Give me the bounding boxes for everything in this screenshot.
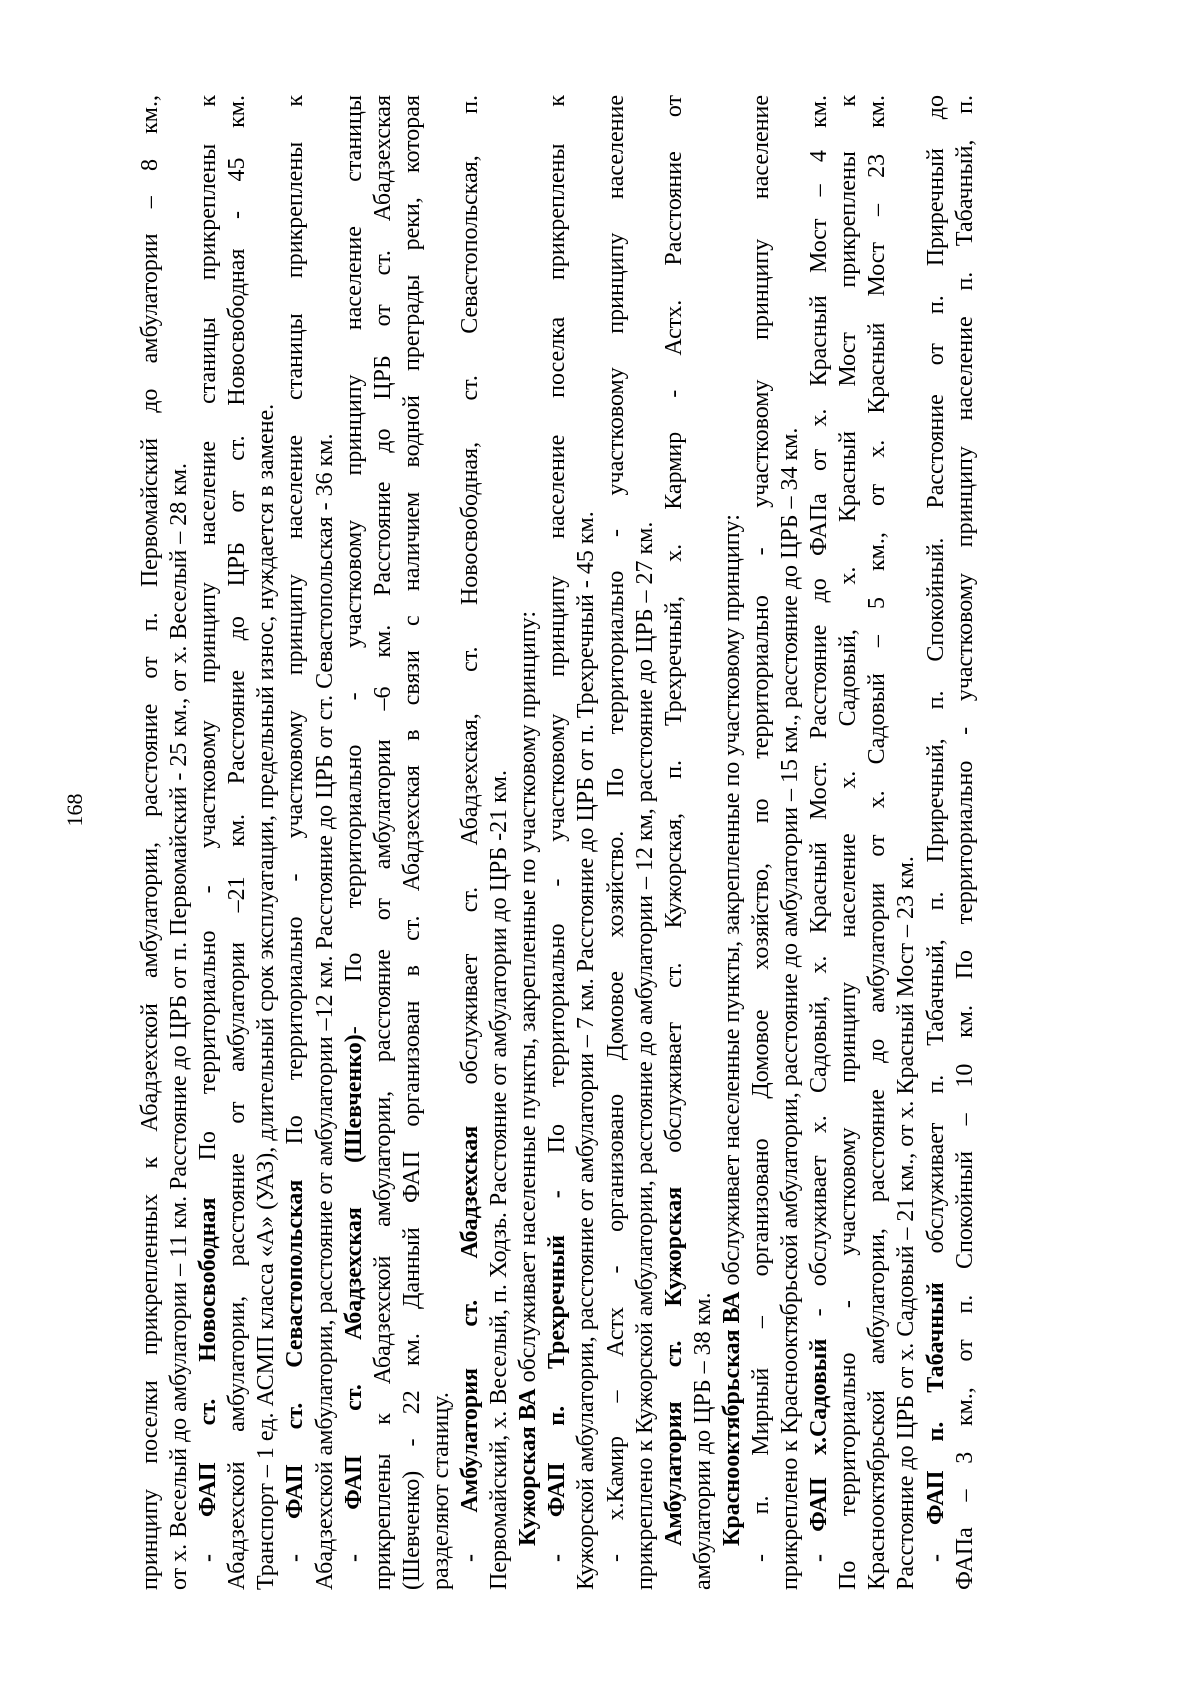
bold-heading-text: - ФАП п. Трехречный - [544,1190,571,1562]
text-line [776,95,805,1590]
text-line [514,95,543,1590]
text-segment: Абадзехской амбулатории, расстояние от амбулатории –12 км. Расстояние до ЦРБ от ст. Севастопольская - 36 км. [311,433,338,1590]
text-line [136,95,165,1590]
text-line [602,95,631,1590]
bold-heading-text: - ФАП ст. Абадзехская (Шевченко) [340,1034,367,1562]
text-segment: обслуживает населенные пункты, закрепленные по участковому принципу: [718,514,745,1292]
text-segment: от х. Веселый до амбулатории – 11 км. Расстояние до ЦРБ от п. Первомайский - 25 км., от х. Веселый – 28 км. [166,462,193,1590]
text-segment: Краснооктябрьской амбулатории, расстояние до амбулатории от х. Садовый – 5 км., от х. Красный Мост – 23 км. [864,95,891,1590]
text-line [427,95,456,1590]
text-line [165,95,194,1590]
text-segment: обслуживает ст. Кужорская, п. Трехречный, х. Кармир - Астх. Расстояние от [660,95,687,1187]
text-line [194,95,223,1590]
text-segment: обслуживает п. Табачный, п. Приречный, п. Спокойный. Расстояние от п. Приречный до [922,95,949,1283]
text-line [340,95,369,1590]
text-line [805,95,834,1590]
text-segment: По территориально - участковому принципу население поселка прикреплены к [544,95,571,1191]
text-segment: амбулатории до ЦРБ – 38 км. [689,1292,716,1590]
text-line [863,95,892,1590]
text-line [631,95,660,1590]
page-number: 168 [62,793,87,827]
text-segment: Кужорской амбулатории, расстояние от амбулатории – 7 км. Расстояние до ЦРБ от п. Трехречный - 45 км. [573,511,600,1590]
text-segment: ФАПа – 3 км., от п. Спокойный – 10 км. По территориально - участковому принципу население п. Табачный, п. [951,95,978,1590]
text-line [369,95,398,1590]
text-segment: По территориально - участковому принципу население станицы прикреплены к [195,95,222,1198]
text-segment: - х.Камир – Астх - организовано Домовое хозяйство. По территориально - участковому принципу население [602,95,629,1562]
text-line [834,95,863,1590]
text-segment: - По территориально - участковому принципу население станицы [340,95,367,1035]
text-line [718,95,747,1590]
text-line [660,95,689,1590]
text-segment: (Шевченко) - 22 км. Данный ФАП организован в ст. Абадзехская в связи с наличием водной преграды реки, которая [398,95,425,1590]
text-line [747,95,776,1590]
text-line [485,95,514,1590]
text-line [311,95,340,1590]
text-segment: Первомайский, х. Веселый, п. Ходзь. Расстояние от амбулатории до ЦРБ -21 км. [486,770,513,1590]
text-line [398,95,427,1590]
bold-heading-text: - ФАП п. Табачный [922,1282,949,1562]
text-segment: Транспорт – 1 ед. АСМП класса «А» (УАЗ), длительный срок эксплуатации, предельный износ, нуждается в замене. [253,403,280,1590]
text-segment: По территориально - участковому принципу население х. Садовый, х. Красный Мост прикреплены к [835,95,862,1590]
text-line [572,95,601,1590]
body-text [136,95,980,1590]
text-segment: - обслуживает х. Садовый, х. Красный Мост. Расстояние до ФАПа от х. Красный Мост – 4 км. [806,95,833,1339]
text-line [456,95,485,1590]
bold-heading-text: Кужорская ВА [515,1388,542,1546]
text-segment: обслуживает ст. Абадзехская, ст. Новосвободная, ст. Севастопольская, п. [457,95,484,1126]
text-line [951,95,980,1590]
bold-heading-text: - ФАП ст. Севастопольская [282,1179,309,1562]
text-segment: прикреплено к Кужорской амбулатории, расстояние до амбулатории – 12 км, расстояние до ЦРБ – 27 км. [631,521,658,1590]
text-segment: прикреплено к Краснооктябрьской амбулатории, расстояние до амбулатории – 15 км., расстояние до ЦРБ – 34 км. [777,427,804,1590]
text-line [922,95,951,1590]
text-segment: - п. Мирный – организовано Домовое хозяйство, по территориально - участковому принципу население [747,95,774,1562]
text-line [252,95,281,1590]
text-line [223,95,252,1590]
text-segment: принципу поселки прикрепленных к Абадзехской амбулатории, расстояние от п. Первомайский до амбулатории – 8 км., [137,95,163,1590]
text-segment: Расстояние до ЦРБ от х. Садовый – 21 км., от х. Красный Мост – 23 км. [893,856,920,1590]
text-segment: разделяют станицу. [427,1392,454,1590]
text-line [281,95,310,1590]
bold-heading-text: Краснооктябрьская ВА [718,1291,745,1546]
text-segment: По территориально - участковому принципу население станицы прикреплены к [282,95,309,1180]
text-line [892,95,921,1590]
text-line [543,95,572,1590]
bold-heading-text: - ФАП х.Садовый [806,1338,833,1562]
text-segment: прикреплены к Абадзехской амбулатории, расстояние от амбулатории –6 км. Расстояние до ЦРБ от ст. Абадзехская [369,95,396,1590]
text-line [689,95,718,1590]
bold-heading-text: Амбулатория ст. Кужорская [660,1186,687,1546]
text-segment: обслуживает населенные пункты, закрепленные по участковому принципу: [515,610,542,1389]
bold-heading-text: - ФАП ст. Новосвободная [195,1197,222,1562]
bold-heading-text: - Амбулатория ст. Абадзехская [457,1125,484,1562]
text-segment: Абадзехской амбулатории, расстояние от амбулатории –21 км. Расстояние до ЦРБ от ст. Новосвободная - 45 км. [224,95,251,1590]
